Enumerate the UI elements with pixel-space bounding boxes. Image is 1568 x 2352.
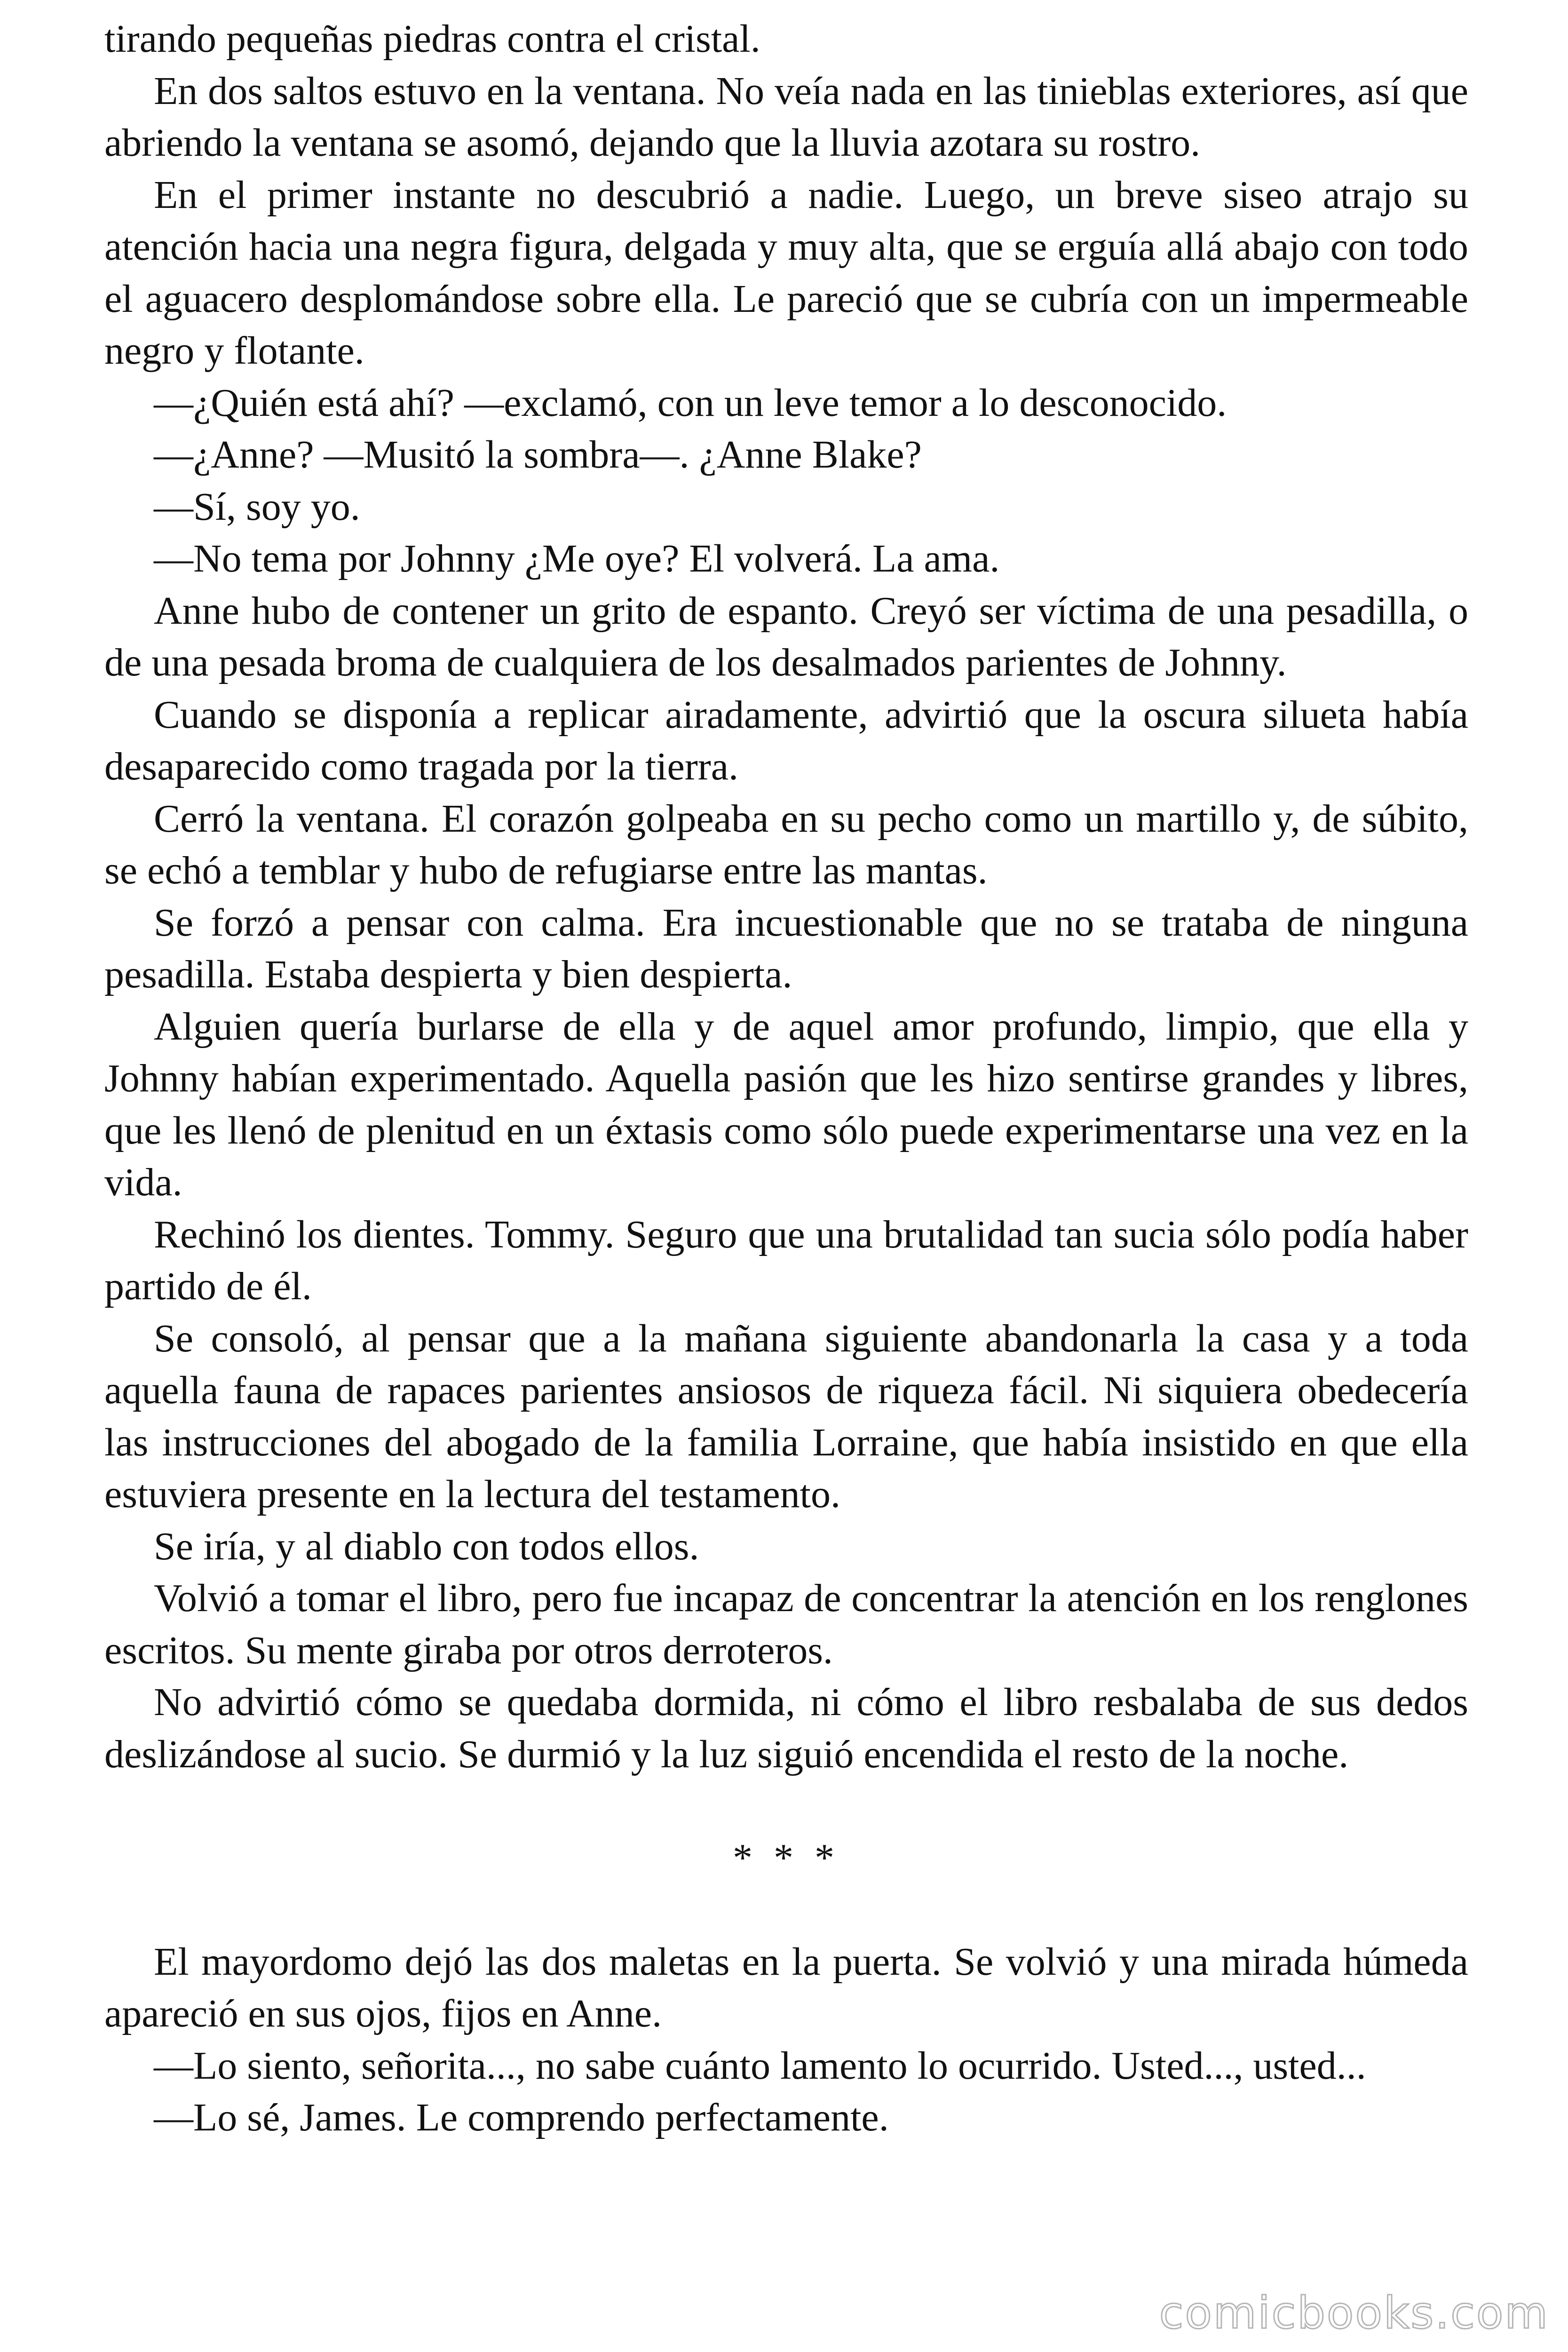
paragraph: —¿Anne? —Musitó la sombra—. ¿Anne Blake? bbox=[154, 433, 922, 477]
paragraph: Se forzó a pensar con calma. Era incuestionable que no se trataba de ninguna pesadilla. Estaba despierta y bien despierta. bbox=[104, 900, 1468, 996]
paragraph: —Lo sé, James. Le comprendo perfectamente. bbox=[154, 2096, 889, 2139]
paragraph: El mayordomo dejó las dos maletas en la puerta. Se volvió y una mirada húmeda apareció en sus ojos, fijos en Anne. bbox=[104, 1939, 1468, 2035]
scene-break-separator: * * * bbox=[733, 1836, 840, 1880]
paragraph: tirando pequeñas piedras contra el cristal. bbox=[104, 17, 760, 61]
paragraph: Alguien quería burlarse de ella y de aquel amor profundo, limpio, que ella y Johnny habían experimentado. Aquella pasión que les hizo sentirse grandes y libres, que les llenó de plenitud en un éxtasis como sólo puede experimentarse una vez en la vida. bbox=[104, 1004, 1468, 1204]
paragraph: Rechinó los dientes. Tommy. Seguro que una brutalidad tan sucia sólo podía haber partido de él. bbox=[104, 1212, 1468, 1308]
paragraph: En el primer instante no descubrió a nadie. Luego, un breve siseo atrajo su atención hacia una negra figura, delgada y muy alta, que se erguía allá abajo con todo el aguacero desplomándose sobre ella. Le pareció que se cubría con un impermeable negro y flotante. bbox=[104, 173, 1468, 373]
watermark-logo: comicbooks.com bbox=[1159, 2288, 1549, 2339]
paragraph: —No tema por Johnny ¿Me oye? El volverá. La ama. bbox=[154, 537, 1000, 580]
text-section-before-break bbox=[104, 13, 1468, 1780]
paragraph: Cuando se disponía a replicar airadamente, advirtió que la oscura silueta había desaparecido como tragada por la tierra. bbox=[104, 692, 1468, 788]
paragraph: Se consoló, al pensar que a la mañana siguiente abandonarla la casa y a toda aquella fauna de rapaces parientes ansiosos de riqueza fácil. Ni siquiera obedecería las instrucciones del abogado de la familia Lorraine, que había insistido en que ella estuviera presente en la lectura del testamento. bbox=[104, 1316, 1468, 1516]
paragraph: —Sí, soy yo. bbox=[154, 485, 360, 529]
paragraph: No advirtió cómo se quedaba dormida, ni cómo el libro resbalaba de sus dedos deslizándose al sucio. Se durmió y la luz siguió encendida el resto de la noche. bbox=[104, 1680, 1468, 1776]
paragraph: En dos saltos estuvo en la ventana. No veía nada en las tinieblas exteriores, así que abriendo la ventana se asomó, dejando que la lluvia azotara su rostro. bbox=[104, 69, 1468, 165]
paragraph: Volvió a tomar el libro, pero fue incapaz de concentrar la atención en los renglones escritos. Su mente giraba por otros derroteros. bbox=[104, 1576, 1468, 1672]
paragraph: —Lo siento, señorita..., no sabe cuánto lamento lo ocurrido. Usted..., usted... bbox=[154, 2043, 1366, 2088]
paragraph: Cerró la ventana. El corazón golpeaba en su pecho como un martillo y, de súbito, se echó a temblar y hubo de refugiarse entre las mantas. bbox=[104, 796, 1468, 892]
text-section-after-break bbox=[104, 1936, 1468, 2144]
paragraph: Anne hubo de contener un grito de espanto. Creyó ser víctima de una pesadilla, o de una pesada broma de cualquiera de los desalmados parientes de Johnny. bbox=[104, 588, 1468, 684]
paragraph: Se iría, y al diablo con todos ellos. bbox=[154, 1524, 699, 1568]
book-page bbox=[104, 13, 1468, 2144]
paragraph: —¿Quién está ahí? —exclamó, con un leve temor a lo desconocido. bbox=[154, 381, 1227, 425]
